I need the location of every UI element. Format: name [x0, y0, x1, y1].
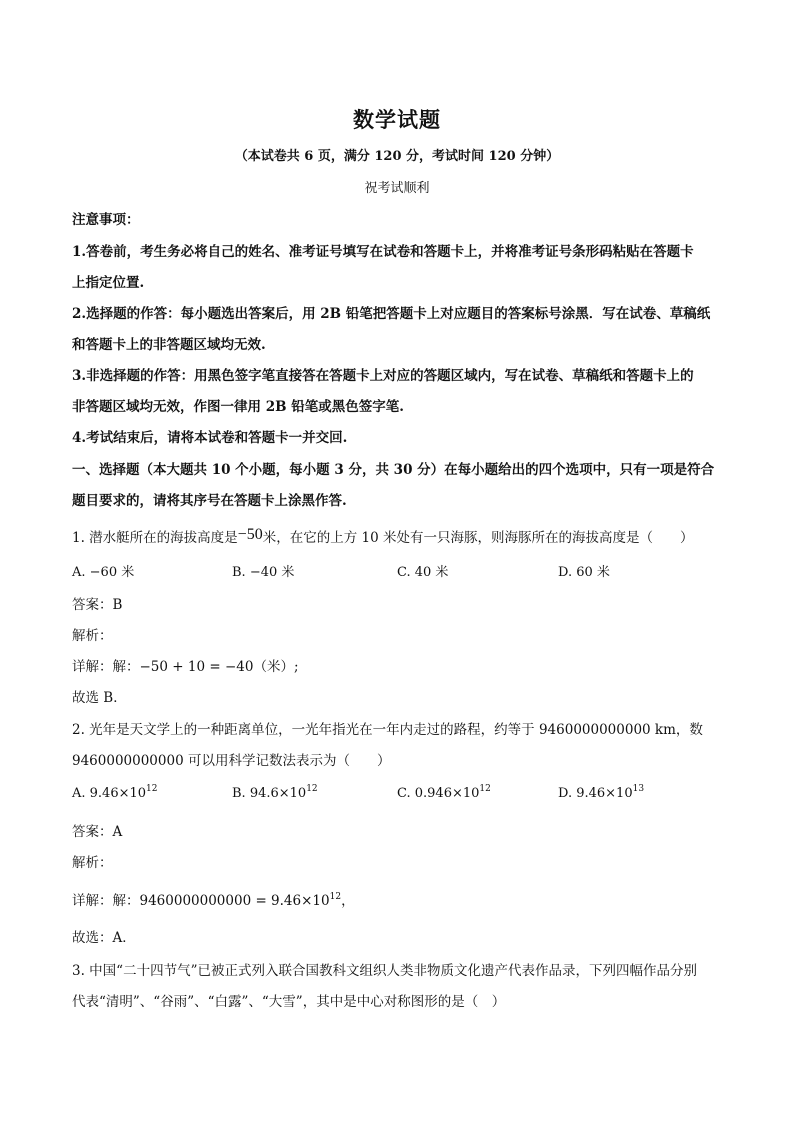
note-3-line-2: 非答题区域均无效，作图一律用 2B 铅笔或黑色签字笔. [72, 399, 404, 415]
question-2-option-d-exponent: 13 [632, 784, 645, 794]
question-2-detail-end: ， [341, 893, 355, 909]
question-1-depth-value: −50 [237, 526, 263, 543]
question-1-stem-prefix: 1. 潜水艇所在的海拔高度是 [72, 530, 238, 546]
question-2-option-d-base: D. 9.46×10 [558, 786, 633, 801]
question-2-option-d [558, 786, 644, 801]
question-2-option-c [397, 786, 491, 801]
question-2-conclusion: 故选：A． [72, 930, 136, 946]
section-1-intro-line-1: 一、选择题（本大题共 10 个小题，每小题 3 分，共 30 分）在每小题给出的四个选项中，只有一项是符合 [72, 462, 715, 478]
page-title: 数学试题 [353, 107, 441, 132]
exam-info: （本试卷共 6 页，满分 120 分，考试时间 120 分钟） [234, 149, 560, 164]
question-1-option-a: A. −60 米 [72, 565, 135, 580]
question-2-option-b-exponent: 12 [306, 784, 318, 794]
question-1-stem-suffix: 米，在它的上方 10 米处有一只海豚，则海豚所在的海拔高度是（ ） [262, 530, 694, 546]
notes-heading: 注意事项： [72, 212, 140, 228]
note-1-line-1: 1.答卷前，考生务必将自己的姓名、准考证号填写在试卷和答题卡上，并将准考证号条形码粘贴在答题卡 [72, 244, 694, 260]
question-2-option-c-base: C. 0.946×10 [397, 786, 480, 801]
question-2-detail-exponent: 12 [329, 892, 342, 902]
question-2-option-b-base: B. 94.6×10 [232, 786, 307, 801]
question-2-analysis-label: 解析： [72, 855, 113, 871]
question-2-option-a-base: A. 9.46×10 [72, 786, 147, 801]
question-1-analysis-label: 解析： [72, 628, 113, 644]
question-1-option-c: C. 40 米 [397, 565, 449, 580]
question-2-option-a-exponent: 12 [146, 784, 158, 794]
question-2-detail-base: 详解：解：9460000000000 = 9.46×10 [72, 893, 330, 909]
question-1-option-b: B. −40 米 [232, 565, 295, 580]
question-2-stem-line-1: 2. 光年是天文学上的一种距离单位，一光年指光在一年内走过的路程，约等于 9460000000000 km，数 [72, 722, 703, 738]
note-2-line-1: 2.选择题的作答：每小题选出答案后，用 2B 铅笔把答题卡上对应题目的答案标号涂黑．写在试卷、草稿纸 [72, 306, 711, 322]
question-2-option-b [232, 786, 318, 801]
question-3-stem-line-2: 代表“清明”、“谷雨”、“白露”、“大雪”，其中是中心对称图形的是（ ） [72, 994, 506, 1010]
note-2-line-2: 和答题卡上的非答题区域均无效. [72, 337, 266, 353]
question-3-stem-line-1: 3. 中国“二十四节气”已被正式列入联合国教科文组织人类非物质文化遗产代表作品录，下列四幅作品分别 [72, 963, 697, 979]
section-1-intro-line-2: 题目要求的，请将其序号在答题卡上涂黑作答. [72, 493, 347, 509]
question-2-option-a [72, 786, 158, 801]
good-luck-text: 祝考试顺利 [364, 181, 430, 196]
note-3-line-1: 3.非选择题的作答：用黑色签字笔直接答在答题卡上对应的答题区域内，写在试卷、草稿纸和答题卡上的 [72, 368, 694, 384]
note-1-line-2: 上指定位置. [72, 275, 145, 291]
question-2-stem-line-2: 9460000000000 可以用科学记数法表示为（ ） [72, 753, 391, 769]
question-1-stem [72, 526, 732, 546]
question-1-answer: 答案：B [72, 597, 123, 613]
question-2-answer: 答案：A [72, 824, 123, 840]
note-4: 4.考试结束后，请将本试卷和答题卡一并交回. [72, 430, 348, 446]
question-2-detail [72, 889, 732, 909]
question-1-detail: 详解：解：−50 + 10 = −40（米）; [72, 659, 299, 675]
question-1-conclusion: 故选 B． [72, 690, 127, 706]
question-1-option-d: D. 60 米 [558, 565, 610, 580]
question-2-option-c-exponent: 12 [479, 784, 491, 794]
